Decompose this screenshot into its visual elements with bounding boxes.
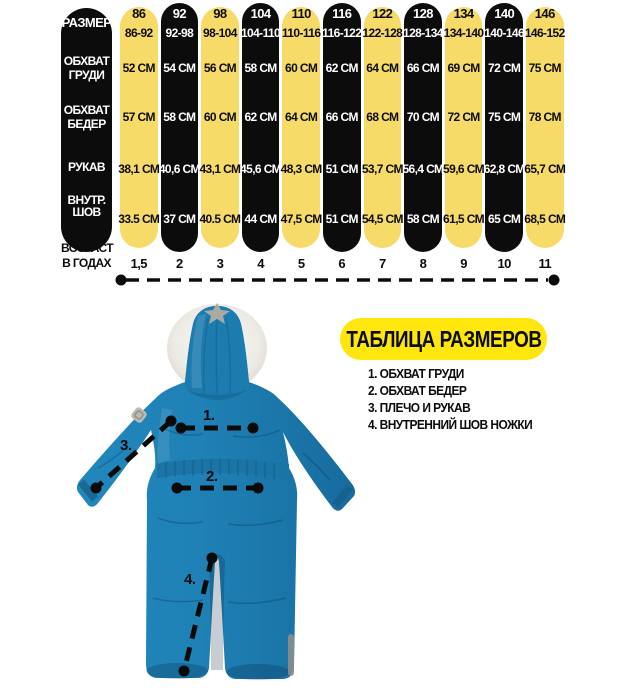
age-axis-end-dot	[549, 275, 560, 286]
size-table-title-text: ТАБЛИЦА РАЗМЕРОВ	[345, 325, 542, 352]
cell-hips-86: 57 СМ	[122, 110, 155, 124]
cell-size-86: 86	[132, 6, 146, 21]
cell-range-104: 104-110	[240, 26, 281, 40]
cell-hips-140: 75 СМ	[488, 110, 521, 124]
legend-item-3: 3. ПЛЕЧО И РУКАВ	[368, 400, 471, 415]
cell-hips-128: 70 СМ	[406, 110, 440, 124]
cell-inseam-98: 40.5 СМ	[199, 212, 241, 226]
cell-size-104: 104	[250, 6, 271, 21]
age-label-110: 5	[297, 256, 305, 271]
row-label-size: РАЗМЕР	[61, 15, 112, 30]
legend-item-1: 1. ОБХВАТ ГРУДИ	[368, 366, 464, 381]
cell-hips-98: 60 СМ	[203, 110, 237, 124]
row-label-age-2: В ГОДАХ	[62, 256, 111, 270]
row-label-chest-1: ОБХВАТ	[63, 54, 110, 68]
age-label-92: 2	[176, 256, 183, 271]
cell-chest-146: 75 СМ	[528, 61, 561, 75]
cell-sleeve-134: 59,6 СМ	[443, 162, 485, 176]
size-table-title	[340, 318, 547, 360]
cell-chest-110: 60 СМ	[285, 61, 318, 75]
age-label-86: 1,5	[130, 256, 147, 271]
cell-inseam-116: 51 СМ	[325, 212, 358, 226]
cell-range-140: 140-146	[484, 26, 525, 40]
cell-size-98: 98	[213, 6, 227, 21]
cell-chest-140: 72 СМ	[488, 61, 521, 75]
cell-range-86: 86-92	[124, 26, 153, 40]
cell-inseam-92: 37 СМ	[163, 212, 196, 226]
cell-sleeve-98: 43,1 СМ	[199, 162, 241, 176]
snowsuit-illustration	[58, 298, 358, 698]
cell-chest-86: 52 СМ	[122, 61, 155, 75]
figure-label-inseam: 4.	[184, 571, 196, 588]
cell-sleeve-146: 65,7 СМ	[524, 162, 566, 176]
cell-chest-92: 54 СМ	[163, 61, 196, 75]
figure-label-sleeve: 3.	[120, 437, 132, 454]
age-axis-start-dot	[116, 275, 127, 286]
cell-size-140: 140	[494, 6, 515, 21]
cell-sleeve-122: 53,7 СМ	[361, 162, 403, 176]
cell-sleeve-140: 62,8 СМ	[483, 162, 525, 176]
cell-hips-110: 64 СМ	[285, 110, 318, 124]
cell-range-98: 98-104	[203, 26, 237, 40]
cell-chest-116: 62 СМ	[325, 61, 358, 75]
age-axis	[110, 269, 570, 291]
age-label-134: 9	[460, 256, 467, 271]
row-label-age-1: ВОЗРАСТ	[61, 241, 114, 255]
cell-size-128: 128	[412, 6, 433, 21]
legend-item-4: 4. ВНУТРЕННИЙ ШОВ НОЖКИ	[368, 417, 533, 432]
snowsuit-figure	[58, 298, 358, 698]
cell-size-92: 92	[172, 6, 186, 21]
cell-chest-104: 58 СМ	[244, 61, 277, 75]
cell-sleeve-116: 51 СМ	[325, 162, 358, 176]
cell-range-122: 122-128	[362, 26, 403, 40]
cell-hips-122: 68 СМ	[366, 110, 399, 124]
cell-hips-116: 66 СМ	[325, 110, 358, 124]
row-label-inseam-2: ШОВ	[72, 205, 101, 219]
figure-label-hips: 2.	[206, 468, 218, 485]
cell-chest-98: 56 СМ	[203, 61, 237, 75]
row-label-inseam-1: ВНУТР.	[67, 193, 106, 207]
row-label-hips-1: ОБХВАТ	[63, 103, 110, 117]
cell-inseam-122: 54,5 СМ	[361, 212, 403, 226]
legend-item-2: 2. ОБХВАТ БЕДЕР	[368, 383, 467, 398]
cell-inseam-104: 44 СМ	[244, 212, 277, 226]
cell-inseam-110: 47,5 СМ	[280, 212, 322, 226]
cell-range-128: 128-134	[403, 26, 443, 40]
age-label-146: 11	[538, 256, 552, 271]
cell-range-116: 116-122	[322, 26, 362, 40]
age-label-116: 6	[338, 256, 346, 271]
cell-hips-134: 72 СМ	[447, 110, 480, 124]
cell-inseam-86: 33.5 СМ	[118, 212, 160, 226]
age-label-98: 3	[216, 256, 224, 271]
row-label-chest-2: ГРУДИ	[68, 68, 105, 82]
age-label-104: 4	[257, 256, 264, 271]
cell-hips-146: 78 СМ	[528, 110, 561, 124]
cell-size-116: 116	[332, 6, 352, 21]
age-label-128: 8	[419, 256, 427, 271]
cell-chest-134: 69 СМ	[447, 61, 480, 75]
cell-sleeve-104: 45,6 СМ	[240, 162, 282, 176]
cell-size-146: 146	[534, 6, 555, 21]
row-label-sleeve: РУКАВ	[68, 160, 105, 174]
cell-sleeve-92: 40,6 СМ	[158, 162, 200, 176]
cell-sleeve-128: 56,4 СМ	[402, 162, 444, 176]
figure-label-chest: 1.	[203, 407, 215, 424]
cell-range-146: 146-152	[524, 26, 565, 40]
cell-sleeve-86: 38,1 СМ	[118, 162, 160, 176]
cell-size-110: 110	[291, 6, 311, 21]
cell-range-134: 134-140	[443, 26, 484, 40]
cell-sleeve-110: 48,3 СМ	[280, 162, 322, 176]
cell-inseam-140: 65 СМ	[488, 212, 521, 226]
age-label-122: 7	[379, 256, 386, 271]
cell-range-92: 92-98	[165, 26, 194, 40]
cell-inseam-146: 68,5 СМ	[524, 212, 566, 226]
cell-range-110: 110-116	[281, 26, 321, 40]
age-label-140: 10	[497, 256, 511, 271]
cell-chest-128: 66 СМ	[406, 61, 440, 75]
cell-inseam-128: 58 СМ	[406, 212, 440, 226]
cell-size-122: 122	[372, 6, 393, 21]
cell-hips-104: 62 СМ	[244, 110, 277, 124]
cell-inseam-134: 61,5 СМ	[443, 212, 485, 226]
cell-chest-122: 64 СМ	[366, 61, 399, 75]
cell-hips-92: 58 СМ	[163, 110, 196, 124]
row-label-hips-2: БЕДЕР	[67, 117, 106, 131]
cell-size-134: 134	[453, 6, 474, 21]
